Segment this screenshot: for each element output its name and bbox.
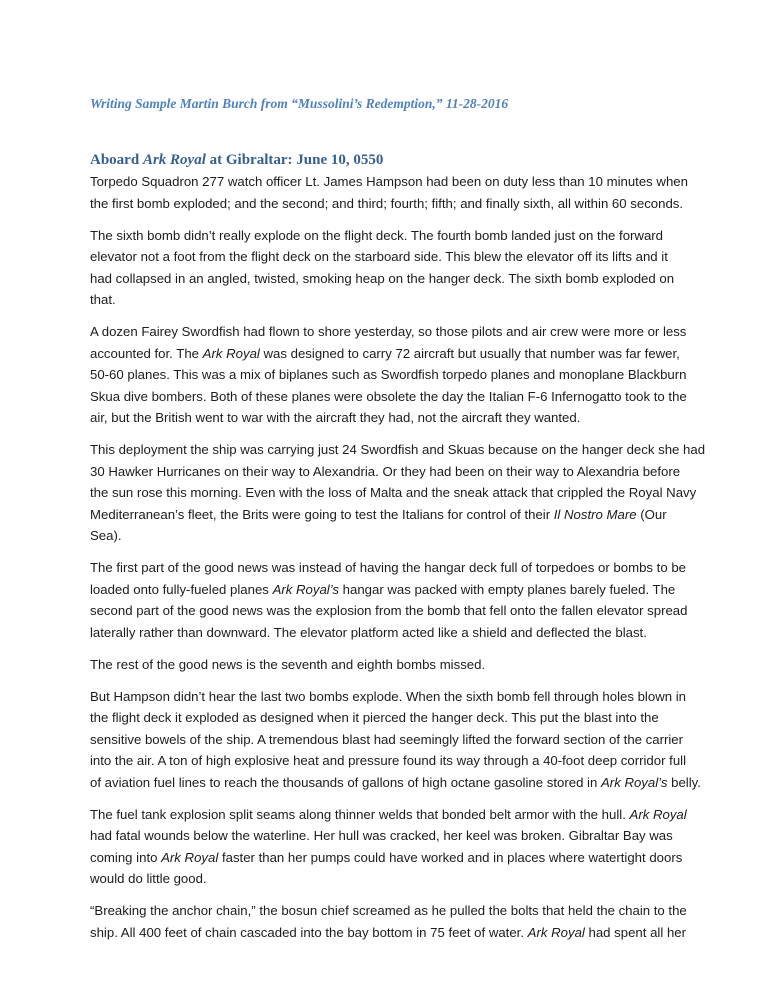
text-line	[90, 193, 690, 215]
text-run: The rest of the good news is the seventh and eighth bombs missed.	[90, 656, 486, 672]
text-run: “Breaking the anchor chain,” the bosun chief screamed as he pulled the bolts that held the chain to the	[90, 903, 687, 918]
body-paragraph	[90, 225, 690, 311]
text-line	[90, 729, 690, 751]
text-line	[90, 900, 690, 922]
text-line	[90, 750, 690, 772]
text-run: Torpedo Squadron 277 watch officer Lt. James Hampson had been on duty less than 10 minutes when	[90, 174, 688, 189]
heading-prefix: Aboard	[90, 152, 143, 168]
text-run: The fuel tank explosion split seams along thinner welds that bonded belt armor with the hull.	[90, 806, 630, 822]
text-line	[90, 482, 697, 504]
text-run: loaded onto fully-fueled planes	[90, 581, 273, 597]
text-run: The sixth bomb didn’t really explode on the flight deck. The fourth bomb landed just on the forward	[90, 227, 664, 243]
body-paragraph	[90, 171, 690, 214]
text-line	[90, 825, 690, 847]
text-line	[90, 804, 690, 826]
text-line	[90, 579, 690, 601]
text-run: This deployment the ship was carrying just 24 Swordfish and Skuas because on the hanger deck she had	[90, 442, 706, 457]
text-line	[90, 343, 690, 365]
text-run: Sea).	[90, 528, 122, 543]
text-line	[90, 386, 690, 408]
text-line	[90, 225, 690, 247]
text-line	[90, 171, 690, 193]
text-line	[90, 364, 690, 386]
text-line	[90, 600, 690, 622]
body-paragraph	[90, 557, 690, 643]
text-run: Skua dive bombers. Both of these planes were obsolete the day the Italian F-6 Infernogatto took to the	[90, 388, 687, 404]
text-line	[90, 654, 690, 676]
text-run: 30 Hawker Hurricanes on their way to Alexandria. Or they had been on their way to Alexandria before	[90, 463, 681, 479]
body-paragraph	[90, 900, 690, 943]
text-line	[90, 557, 690, 579]
text-run: Mediterranean’s fleet, the Brits were going to test the Italians for control of their	[90, 506, 554, 522]
text-run: of aviation fuel lines to reach the thousands of gallons of high octane gasoline stored in	[90, 774, 601, 790]
text-line	[90, 407, 690, 429]
italic-run: Ark Royal’s	[272, 581, 340, 597]
text-line	[90, 246, 690, 268]
text-run: (Our	[636, 506, 667, 522]
body-paragraph	[90, 686, 701, 794]
text-run: 50-60 planes. This was a mix of biplanes such as Swordfish torpedo planes and monoplane Blackburn	[90, 367, 687, 382]
text-run: air, but the British went to war with the aircraft they had, not the aircraft they wanted.	[90, 410, 581, 425]
text-run: was designed to carry 72 aircraft but usually that number was far fewer,	[259, 345, 680, 361]
text-line	[90, 439, 706, 461]
text-line	[90, 686, 690, 708]
text-run: sensitive bowels of the ship. A tremendous blast had seemingly lifted the forward section of the carrier	[90, 731, 684, 747]
section-heading	[90, 152, 383, 169]
body-paragraph	[90, 654, 690, 676]
italic-run: Ark Royal	[161, 849, 219, 865]
text-line	[90, 321, 690, 343]
text-run: coming into	[90, 849, 162, 865]
body-paragraph	[90, 439, 706, 547]
text-line	[90, 772, 701, 794]
text-run: the sun rose this morning. Even with the loss of Malta and the sneak attack that crippled the Royal Navy	[90, 485, 697, 500]
text-run: A dozen Fairey Swordfish had flown to shore yesterday, so those pilots and air crew were more or less	[90, 324, 687, 339]
text-run: laterally rather than downward. The elevator platform acted like a shield and deflected the blast.	[90, 624, 647, 640]
italic-run: Il Nostro Mare	[553, 506, 637, 522]
text-run: had collapsed in an angled, twisted, smoking heap on the hanger deck. The sixth bomb exploded on	[90, 270, 675, 286]
text-line	[90, 461, 690, 483]
text-run: that.	[90, 292, 116, 307]
text-run: But Hampson didn’t hear the last two bombs explode. When the sixth bomb fell through holes blown in	[90, 688, 686, 704]
text-run: accounted for. The	[90, 345, 203, 361]
document-body	[90, 171, 706, 954]
italic-run: Ark Royal	[202, 345, 260, 361]
text-run: the flight deck it exploded as designed when it pierced the hanger deck. This put the blast into the	[90, 710, 659, 725]
text-line	[90, 289, 690, 311]
text-run: ship. All 400 feet of chain cascaded into the bay bottom in 75 feet of water.	[90, 924, 528, 940]
italic-run: Ark Royal	[629, 806, 687, 822]
text-line	[90, 525, 690, 547]
text-run: faster than her pumps could have worked and in places where watertight doors	[218, 849, 683, 865]
text-run: into the air. A ton of high explosive heat and pressure found its way through a 40-foot deep corridor full	[90, 753, 687, 768]
text-run: The first part of the good news was instead of having the hangar deck full of torpedoes or bombs to be	[90, 560, 686, 575]
text-run: hangar was packed with empty planes barely fueled. The	[339, 581, 676, 597]
text-line	[90, 707, 690, 729]
text-line	[90, 868, 690, 890]
text-run: had fatal wounds below the waterline. Her hull was cracked, her keel was broken. Gibraltar Bay was	[90, 828, 673, 843]
body-paragraph	[90, 321, 690, 429]
text-line	[90, 847, 690, 869]
heading-suffix: at Gibraltar: June 10, 0550	[205, 152, 384, 168]
text-line	[90, 922, 690, 944]
text-run: elevator not a foot from the flight deck on the starboard side. This blew the elevator off its lifts and it	[90, 249, 668, 264]
text-run: second part of the good news was the explosion from the bomb that fell onto the fallen elevator spread	[90, 603, 688, 618]
italic-run: Ark Royal’s	[601, 774, 668, 790]
body-paragraph	[90, 804, 690, 890]
text-run: would do little good.	[90, 871, 207, 886]
document-title: Writing Sample Martin Burch from “Mussolini’s Redemption,” 11-28-2016	[90, 96, 509, 111]
heading-ship-name: Ark Royal	[142, 152, 206, 168]
text-line	[90, 504, 690, 526]
italic-run: Ark Royal	[527, 924, 585, 940]
text-run: the first bomb exploded; and the second; and third; fourth; fifth; and finally sixth, all within 60 seconds.	[90, 195, 684, 211]
text-run: belly.	[667, 774, 701, 790]
text-line	[90, 268, 690, 290]
text-line	[90, 622, 690, 644]
text-run: had spent all her	[584, 924, 687, 940]
